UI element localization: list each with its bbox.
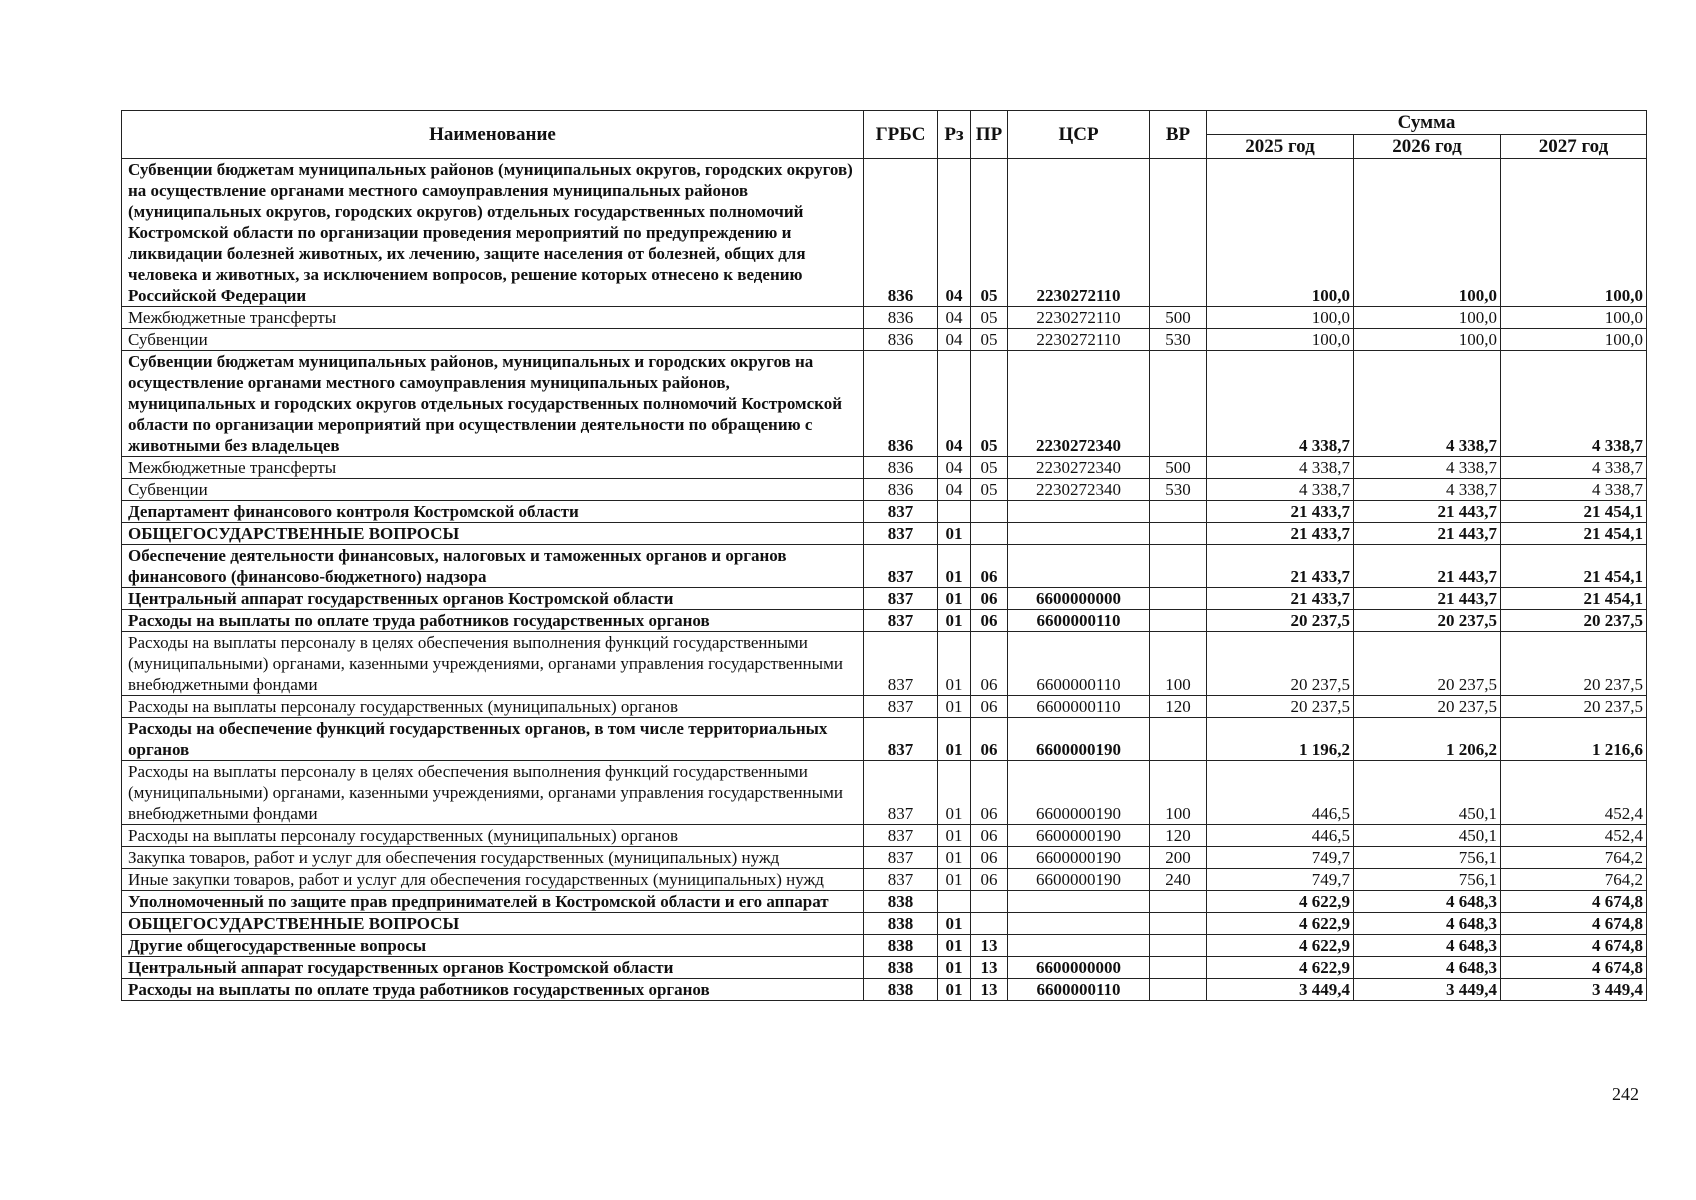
row-sum-2027: 100,0 [1501,159,1647,307]
row-grbs: 838 [864,913,938,935]
row-grbs: 837 [864,718,938,761]
table-body [122,159,1647,1001]
row-csr: 6600000190 [1008,718,1150,761]
row-sum-2025: 749,7 [1207,847,1354,869]
row-sum-2026: 4 338,7 [1354,457,1501,479]
row-rz: 01 [938,761,971,825]
row-vr: 530 [1150,329,1207,351]
row-rz: 01 [938,632,971,696]
row-sum-2026: 20 237,5 [1354,632,1501,696]
row-name: Расходы на выплаты персоналу в целях обеспечения выполнения функций государственными (муниципальными) органами, казенными учреждениями, органами управления государственными внебюджетными фондами [122,761,864,825]
row-csr [1008,913,1150,935]
row-csr: 6600000190 [1008,761,1150,825]
row-vr: 100 [1150,761,1207,825]
table-row [122,479,1647,501]
row-csr: 2230272110 [1008,307,1150,329]
row-sum-2027: 764,2 [1501,847,1647,869]
budget-table [121,110,1647,1001]
row-vr: 100 [1150,632,1207,696]
row-sum-2026: 4 648,3 [1354,935,1501,957]
header-year-2025: 2025 год [1207,135,1354,159]
table-row [122,935,1647,957]
row-sum-2027: 3 449,4 [1501,979,1647,1001]
table-row [122,869,1647,891]
row-rz: 04 [938,329,971,351]
row-rz: 01 [938,825,971,847]
row-sum-2027: 4 674,8 [1501,913,1647,935]
row-sum-2025: 21 433,7 [1207,545,1354,588]
row-pr: 13 [971,957,1008,979]
row-sum-2026: 4 338,7 [1354,351,1501,457]
row-name: Межбюджетные трансферты [122,457,864,479]
row-sum-2025: 20 237,5 [1207,610,1354,632]
table-row [122,523,1647,545]
row-csr: 2230272110 [1008,329,1150,351]
row-pr: 05 [971,329,1008,351]
row-sum-2025: 100,0 [1207,307,1354,329]
row-vr: 500 [1150,307,1207,329]
row-sum-2025: 4 622,9 [1207,891,1354,913]
row-sum-2025: 20 237,5 [1207,696,1354,718]
row-sum-2027: 20 237,5 [1501,632,1647,696]
row-sum-2025: 21 433,7 [1207,501,1354,523]
row-sum-2027: 21 454,1 [1501,523,1647,545]
row-pr [971,913,1008,935]
row-rz: 01 [938,869,971,891]
row-sum-2026: 756,1 [1354,869,1501,891]
row-sum-2027: 4 338,7 [1501,351,1647,457]
row-grbs: 836 [864,351,938,457]
row-sum-2025: 21 433,7 [1207,523,1354,545]
row-pr: 05 [971,479,1008,501]
row-vr [1150,545,1207,588]
row-sum-2027: 452,4 [1501,825,1647,847]
table-row [122,696,1647,718]
row-sum-2026: 21 443,7 [1354,588,1501,610]
row-csr [1008,523,1150,545]
row-name: Субвенции бюджетам муниципальных районов (муниципальных округов, городских округов) на осуществление органами местного самоуправления муниципальных районов (муниципальных округов, городских округов) отдельных государственных полномочий Костромской области по организации проведения мероприятий по предупреждению и ликвидации болезней животных, их лечению, защите населения от болезней, общих для человека и животных, за исключением вопросов, решение которых отнесено к ведению Российской Федерации [122,159,864,307]
row-pr: 05 [971,159,1008,307]
row-name: Межбюджетные трансферты [122,307,864,329]
row-sum-2025: 1 196,2 [1207,718,1354,761]
row-sum-2026: 1 206,2 [1354,718,1501,761]
row-grbs: 837 [864,501,938,523]
row-rz: 04 [938,159,971,307]
row-csr: 6600000110 [1008,632,1150,696]
row-pr: 05 [971,351,1008,457]
row-name: Расходы на выплаты по оплате труда работников государственных органов [122,610,864,632]
row-grbs: 838 [864,979,938,1001]
row-sum-2025: 4 338,7 [1207,351,1354,457]
row-name: Закупка товаров, работ и услуг для обеспечения государственных (муниципальных) нужд [122,847,864,869]
row-sum-2025: 446,5 [1207,825,1354,847]
row-name: Расходы на выплаты персоналу государственных (муниципальных) органов [122,825,864,847]
row-vr [1150,610,1207,632]
table-row [122,457,1647,479]
row-rz: 01 [938,935,971,957]
table-row [122,979,1647,1001]
row-grbs: 837 [864,588,938,610]
row-name: Расходы на выплаты по оплате труда работников государственных органов [122,979,864,1001]
row-grbs: 837 [864,825,938,847]
header-year-2026: 2026 год [1354,135,1501,159]
row-name: Расходы на обеспечение функций государственных органов, в том числе территориальных органов [122,718,864,761]
row-grbs: 836 [864,479,938,501]
row-vr: 240 [1150,869,1207,891]
row-grbs: 836 [864,307,938,329]
table-row [122,610,1647,632]
row-sum-2026: 20 237,5 [1354,610,1501,632]
row-name: Уполномоченный по защите прав предпринимателей в Костромской области и его аппарат [122,891,864,913]
row-pr [971,523,1008,545]
table-row [122,545,1647,588]
row-rz: 04 [938,479,971,501]
header-vr: ВР [1150,111,1207,159]
row-sum-2025: 4 622,9 [1207,957,1354,979]
row-csr: 6600000110 [1008,610,1150,632]
row-vr [1150,979,1207,1001]
row-rz: 04 [938,457,971,479]
row-name: Расходы на выплаты персоналу в целях обеспечения выполнения функций государственными (муниципальными) органами, казенными учреждениями, органами управления государственными внебюджетными фондами [122,632,864,696]
row-sum-2027: 452,4 [1501,761,1647,825]
table-row [122,329,1647,351]
row-name: Субвенции [122,329,864,351]
row-pr [971,891,1008,913]
row-pr: 06 [971,632,1008,696]
row-csr: 2230272340 [1008,479,1150,501]
row-sum-2025: 4 622,9 [1207,913,1354,935]
row-vr: 530 [1150,479,1207,501]
row-sum-2026: 450,1 [1354,825,1501,847]
row-sum-2027: 1 216,6 [1501,718,1647,761]
row-sum-2026: 4 648,3 [1354,913,1501,935]
row-vr [1150,718,1207,761]
row-csr [1008,501,1150,523]
row-sum-2025: 4 338,7 [1207,457,1354,479]
header-name: Наименование [122,111,864,159]
row-vr: 500 [1150,457,1207,479]
row-pr: 05 [971,457,1008,479]
table-row [122,761,1647,825]
row-grbs: 837 [864,632,938,696]
row-vr [1150,523,1207,545]
row-vr [1150,588,1207,610]
row-sum-2026: 4 338,7 [1354,479,1501,501]
row-sum-2026: 21 443,7 [1354,501,1501,523]
row-sum-2026: 100,0 [1354,159,1501,307]
header-pr: ПР [971,111,1008,159]
table-row [122,588,1647,610]
row-sum-2027: 20 237,5 [1501,696,1647,718]
row-csr: 6600000190 [1008,847,1150,869]
table-row [122,307,1647,329]
row-sum-2025: 749,7 [1207,869,1354,891]
row-sum-2026: 21 443,7 [1354,523,1501,545]
row-pr [971,501,1008,523]
row-pr: 06 [971,696,1008,718]
row-csr: 6600000000 [1008,588,1150,610]
header-sum: Сумма [1207,111,1647,135]
row-pr: 06 [971,718,1008,761]
row-pr: 06 [971,545,1008,588]
row-pr: 13 [971,935,1008,957]
row-sum-2025: 20 237,5 [1207,632,1354,696]
row-grbs: 836 [864,329,938,351]
row-sum-2025: 446,5 [1207,761,1354,825]
header-rz: Рз [938,111,971,159]
row-rz: 04 [938,307,971,329]
table-row [122,847,1647,869]
row-sum-2027: 4 338,7 [1501,457,1647,479]
row-vr [1150,159,1207,307]
row-csr [1008,935,1150,957]
row-rz [938,891,971,913]
row-sum-2026: 21 443,7 [1354,545,1501,588]
row-sum-2027: 21 454,1 [1501,545,1647,588]
row-grbs: 837 [864,869,938,891]
row-name: Субвенции бюджетам муниципальных районов, муниципальных и городских округов на осуществление органами местного самоуправления муниципальных районов, муниципальных и городских округов отдельных государственных полномочий Костромской области по организации мероприятий при осуществлении деятельности по обращению с животными без владельцев [122,351,864,457]
row-sum-2027: 20 237,5 [1501,610,1647,632]
row-pr: 13 [971,979,1008,1001]
row-sum-2027: 100,0 [1501,329,1647,351]
row-sum-2026: 4 648,3 [1354,957,1501,979]
row-sum-2026: 450,1 [1354,761,1501,825]
row-sum-2027: 4 674,8 [1501,935,1647,957]
row-grbs: 836 [864,159,938,307]
row-name: Департамент финансового контроля Костромской области [122,501,864,523]
row-csr: 2230272110 [1008,159,1150,307]
table-row [122,957,1647,979]
row-csr [1008,891,1150,913]
row-rz: 01 [938,847,971,869]
row-rz: 01 [938,913,971,935]
row-sum-2025: 4 338,7 [1207,479,1354,501]
table-row [122,825,1647,847]
row-grbs: 837 [864,545,938,588]
row-sum-2027: 21 454,1 [1501,588,1647,610]
row-rz: 01 [938,696,971,718]
table-row [122,501,1647,523]
table-row [122,351,1647,457]
row-rz: 01 [938,610,971,632]
row-pr: 06 [971,869,1008,891]
row-name: Центральный аппарат государственных органов Костромской области [122,588,864,610]
row-sum-2026: 3 449,4 [1354,979,1501,1001]
row-csr: 6600000000 [1008,957,1150,979]
row-sum-2026: 100,0 [1354,307,1501,329]
row-csr: 6600000190 [1008,825,1150,847]
row-vr [1150,891,1207,913]
row-name: ОБЩЕГОСУДАРСТВЕННЫЕ ВОПРОСЫ [122,523,864,545]
row-grbs: 838 [864,891,938,913]
row-pr: 06 [971,825,1008,847]
row-grbs: 837 [864,847,938,869]
row-name: Иные закупки товаров, работ и услуг для обеспечения государственных (муниципальных) нужд [122,869,864,891]
row-rz: 01 [938,718,971,761]
row-sum-2025: 21 433,7 [1207,588,1354,610]
row-sum-2026: 100,0 [1354,329,1501,351]
row-vr [1150,957,1207,979]
row-sum-2027: 21 454,1 [1501,501,1647,523]
row-sum-2025: 100,0 [1207,329,1354,351]
row-grbs: 837 [864,696,938,718]
row-vr [1150,935,1207,957]
row-vr [1150,913,1207,935]
page-number: 242 [1612,1084,1639,1104]
row-sum-2026: 756,1 [1354,847,1501,869]
row-rz: 01 [938,957,971,979]
header-year-2027: 2027 год [1501,135,1647,159]
row-sum-2026: 20 237,5 [1354,696,1501,718]
row-vr: 120 [1150,696,1207,718]
row-rz: 01 [938,523,971,545]
row-csr: 2230272340 [1008,351,1150,457]
row-rz: 01 [938,545,971,588]
row-csr [1008,545,1150,588]
row-csr: 6600000190 [1008,869,1150,891]
row-rz: 01 [938,979,971,1001]
row-sum-2027: 100,0 [1501,307,1647,329]
row-rz: 01 [938,588,971,610]
row-sum-2027: 4 674,8 [1501,957,1647,979]
row-grbs: 837 [864,523,938,545]
row-sum-2027: 764,2 [1501,869,1647,891]
row-sum-2025: 100,0 [1207,159,1354,307]
row-grbs: 837 [864,761,938,825]
row-pr: 06 [971,588,1008,610]
table-row [122,632,1647,696]
row-rz [938,501,971,523]
row-csr: 6600000110 [1008,979,1150,1001]
row-rz: 04 [938,351,971,457]
row-vr: 120 [1150,825,1207,847]
row-csr: 6600000110 [1008,696,1150,718]
row-grbs: 836 [864,457,938,479]
row-sum-2027: 4 674,8 [1501,891,1647,913]
row-pr: 05 [971,307,1008,329]
row-vr: 200 [1150,847,1207,869]
table-row [122,159,1647,307]
table-row [122,913,1647,935]
row-grbs: 838 [864,935,938,957]
row-csr: 2230272340 [1008,457,1150,479]
row-grbs: 838 [864,957,938,979]
header-grbs: ГРБС [864,111,938,159]
row-vr [1150,351,1207,457]
row-sum-2026: 4 648,3 [1354,891,1501,913]
row-name: Обеспечение деятельности финансовых, налоговых и таможенных органов и органов финансового (финансово-бюджетного) надзора [122,545,864,588]
row-name: Другие общегосударственные вопросы [122,935,864,957]
row-name: Субвенции [122,479,864,501]
row-grbs: 837 [864,610,938,632]
row-vr [1150,501,1207,523]
header-csr: ЦСР [1008,111,1150,159]
row-name: ОБЩЕГОСУДАРСТВЕННЫЕ ВОПРОСЫ [122,913,864,935]
table-row [122,718,1647,761]
row-sum-2027: 4 338,7 [1501,479,1647,501]
row-sum-2025: 4 622,9 [1207,935,1354,957]
row-pr: 06 [971,761,1008,825]
table-row [122,891,1647,913]
row-pr: 06 [971,847,1008,869]
row-pr: 06 [971,610,1008,632]
row-name: Расходы на выплаты персоналу государственных (муниципальных) органов [122,696,864,718]
row-name: Центральный аппарат государственных органов Костромской области [122,957,864,979]
row-sum-2025: 3 449,4 [1207,979,1354,1001]
